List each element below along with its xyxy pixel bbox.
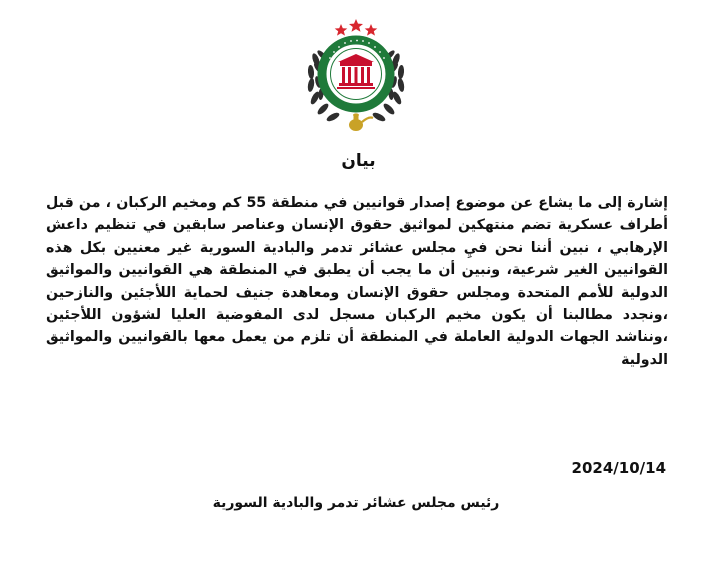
document-date: 2024/10/14 xyxy=(571,459,666,477)
document-body: إشارة إلى ما يشاع عن موضوع إصدار قوانيين في منطقة 55 كم ومخيم الركبان ، من قبل أطراف عسكرية تضم منتهكين لمواثيق حقوق الإنسان وعناصر سابقين في تنظيم داعش الإرهابي ، نبين أننا نحن فيِ مجلس عشائر تدمر والبادية السورية غير معنيين بكل هذه القوانيين الغير شرعية، ونبين أن ما يجب أن يطبق في المنطقة هي القوانيين والمواثيق الدولية للأمم المتحدة ومجلس حقوق الإنسان ومعاهدة جنيف لحماية اللأجئين والنازحين ،ونجدد مطالبنا أن يكون مخيم الركبان مسجل لدى المفوضية العليا لشؤون اللأجئين ،ونناشد الجهات الدولية العاملة في المنطقة أن تلزم من يعمل معها بالقوانيين والمواثيق الدولية xyxy=(46,195,668,368)
document-title: بيان xyxy=(341,151,376,171)
council-logo xyxy=(296,10,416,138)
document-signature: رئيس مجلس عشائر تدمر والبادية السورية xyxy=(212,495,500,511)
